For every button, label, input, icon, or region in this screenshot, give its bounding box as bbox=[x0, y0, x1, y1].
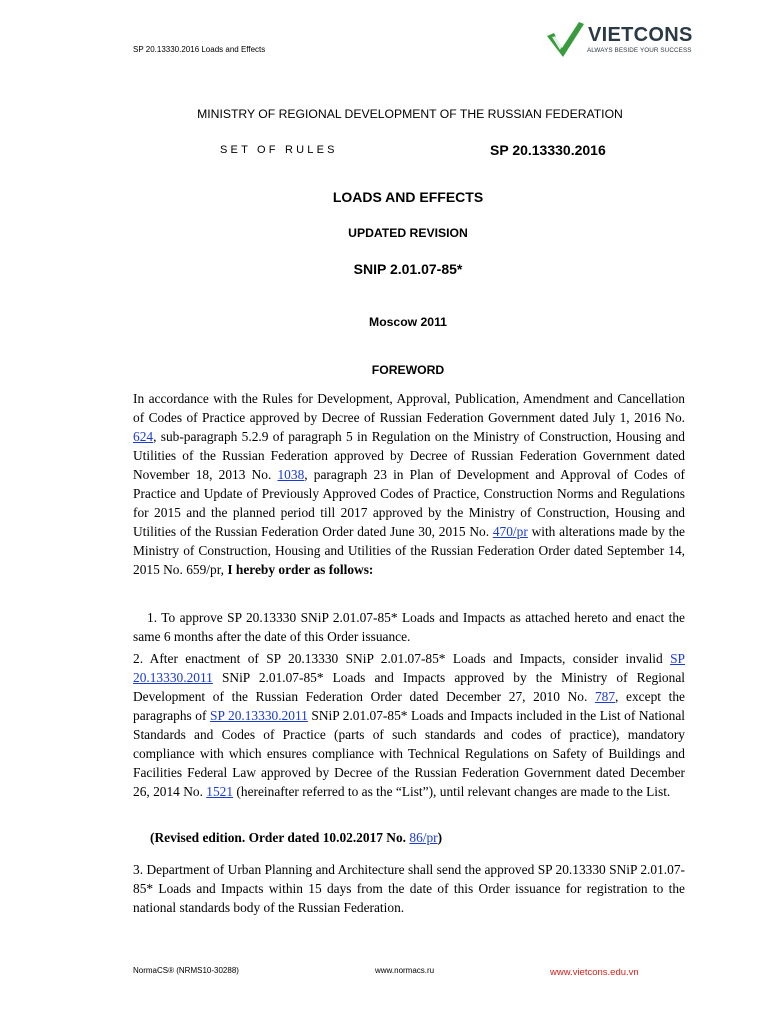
foreword-heading: FOREWORD bbox=[371, 363, 445, 377]
text-run: (hereinafter referred to as the “List”), until relevant changes are made to the List. bbox=[233, 784, 671, 799]
foreword-paragraph bbox=[133, 389, 685, 579]
text-run: ) bbox=[437, 830, 443, 845]
footer-normacs: NormaCS® (NRMS10-30288) bbox=[133, 966, 239, 975]
checkmark-icon bbox=[545, 22, 585, 58]
link-order-86pr[interactable]: 86/pr bbox=[409, 830, 438, 845]
set-of-rules-label: SET OF RULES bbox=[220, 144, 338, 156]
item-2-paragraph bbox=[133, 649, 685, 801]
footer-url-vietcons[interactable]: www.vietcons.edu.vn bbox=[550, 967, 639, 978]
text-run: In accordance with the Rules for Development, Approval, Publication, Amendment and Cancellation of Codes of Practice approved by Decree of Russian Federation Government dated July 1, 2016 No. bbox=[133, 391, 685, 425]
text-run: , except the paragraphs of bbox=[133, 689, 685, 723]
link-decree-624[interactable]: 624 bbox=[133, 429, 154, 444]
vietcons-logo bbox=[545, 22, 715, 62]
revision-label: UPDATED REVISION bbox=[348, 226, 468, 240]
text-run: SNiP 2.01.07-85* Loads and Impacts approved by the Ministry of Regional Development of the Russian Federation Order dated December 27, 2010 No. bbox=[133, 670, 685, 704]
footer-url-normacs: www.normacs.ru bbox=[375, 966, 435, 975]
text-run: 2. After enactment of SP 20.13330 SNiP 2.01.07-85* Loads and Impacts, consider invalid bbox=[133, 651, 671, 666]
text-run: , sub-paragraph 5.2.9 of paragraph 5 in Regulation on the Ministry of Construction, Housing and Utilities of the Russian Federation approved by Decree of Russian Federation Government dated November 18, 2013 No. bbox=[133, 429, 685, 482]
link-sp-2011-second[interactable]: SP 20.13330.2011 bbox=[210, 708, 308, 723]
link-decree-1038[interactable]: 1038 bbox=[277, 467, 305, 482]
revised-edition-note bbox=[150, 828, 685, 847]
link-order-470pr[interactable]: 470/pr bbox=[492, 524, 528, 539]
order-statement: I hereby order as follows: bbox=[227, 562, 374, 577]
link-order-787[interactable]: 787 bbox=[594, 689, 616, 704]
running-header: SP 20.13330.2016 Loads and Effects bbox=[133, 45, 266, 54]
text-run: (Revised edition. Order dated 10.02.2017 No. bbox=[150, 830, 410, 845]
city-year: Moscow 2011 bbox=[369, 315, 447, 329]
logo-wordmark: VIETCONS bbox=[588, 24, 693, 46]
logo-tagline: ALWAYS BESIDE YOUR SUCCESS bbox=[587, 47, 692, 54]
text-run: , paragraph 23 in Plan of Development and Approval of Codes of Practice and Update of Previously Approved Codes of Practice, Construction Norms and Regulations for 2015 and the planned period till 2017 approved by the Ministry of Construction, Housing and Utilities of the Russian Federation Order dated June 30, 2015 No. bbox=[133, 467, 685, 539]
link-sp-2011[interactable]: SP 20.13330.2011 bbox=[133, 651, 685, 685]
text-run: SNiP 2.01.07-85* Loads and Impacts included in the List of National Standards and Codes of Practice (parts of such standards and codes of practice), mandatory compliance with which ensures compliance with Technical Regulations on Safety of Buildings and Facilities Federal Law approved by Decree of the Russian Federation Government dated December 26, 2014 No. bbox=[133, 708, 685, 799]
text-run: with alterations made by the Ministry of Construction, Housing and Utilities of the Russian Federation Order dated September 14, 2015 No. 659/pr, bbox=[133, 524, 685, 577]
document-code: SP 20.13330.2016 bbox=[490, 142, 606, 158]
document-title: LOADS AND EFFECTS bbox=[332, 189, 484, 205]
item-3-paragraph: 3. Department of Urban Planning and Architecture shall send the approved SP 20.13330 SNiP 2.01.07-85* Loads and Impacts within 15 days from the date of this Order issuance for registration to the national standards body of the Russian Federation. bbox=[133, 862, 685, 915]
ministry-heading: MINISTRY OF REGIONAL DEVELOPMENT OF THE RUSSIAN FEDERATION bbox=[197, 107, 623, 121]
item-1-paragraph: 1. To approve SP 20.13330 SNiP 2.01.07-85* Loads and Impacts as attached hereto and enact the same 6 months after the date of this Order issuance. bbox=[133, 610, 685, 644]
link-decree-1521[interactable]: 1521 bbox=[206, 784, 234, 799]
snip-code: SNIP 2.01.07-85* bbox=[353, 261, 463, 277]
